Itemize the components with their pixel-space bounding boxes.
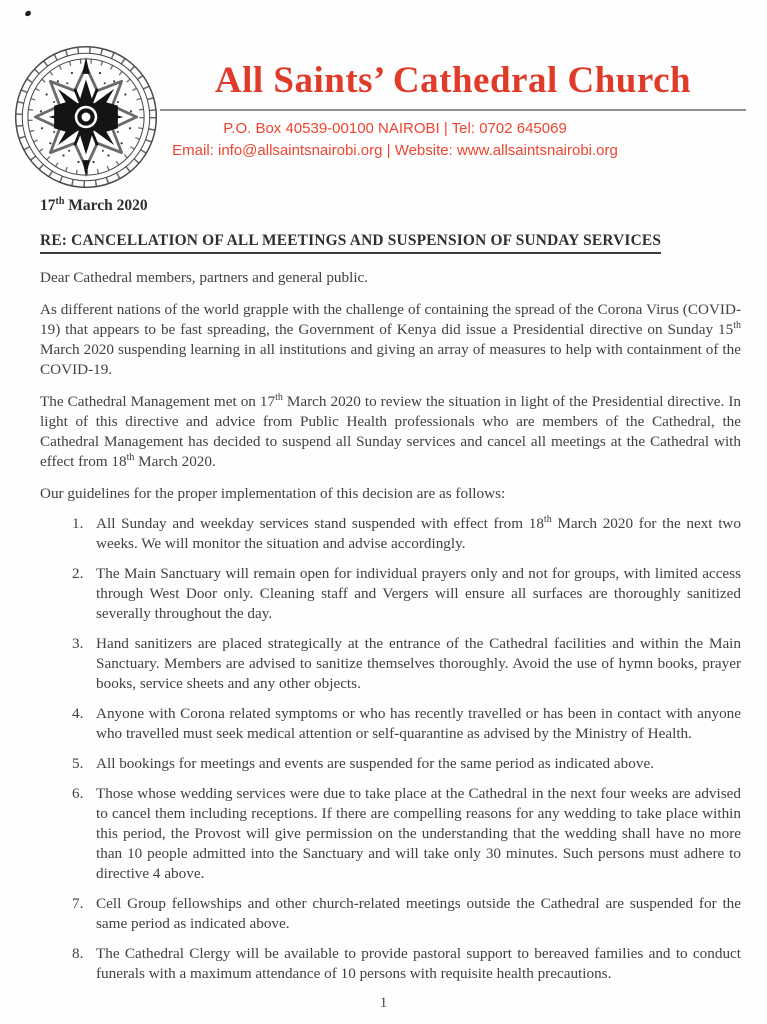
- guideline-number: 8.: [72, 945, 84, 962]
- cathedral-emblem-logo: [10, 42, 162, 192]
- guideline-item: [40, 944, 741, 984]
- guideline-text: Cell Group fellowships and other church-related meetings outside the Cathedral are suspended for the same period as indicated above.: [96, 895, 741, 932]
- guideline-number: 2.: [72, 565, 84, 582]
- contact-line-address-tel: P.O. Box 40539-00100 NAIROBI | Tel: 0702 645069: [223, 120, 567, 137]
- contact-line-email-website: Email: info@allsaintsnairobi.org | Website: www.allsaintsnairobi.org: [172, 142, 618, 159]
- letter-body: [40, 196, 741, 994]
- ink-speck: [24, 10, 31, 17]
- guideline-item: [40, 514, 741, 554]
- subject-line: RE: CANCELLATION OF ALL MEETINGS AND SUSPENSION OF SUNDAY SERVICES: [40, 231, 661, 254]
- guideline-item: [40, 894, 741, 934]
- guidelines-intro: Our guidelines for the proper implementation of this decision are as follows:: [40, 485, 506, 502]
- guideline-text: Hand sanitizers are placed strategically at the entrance of the Cathedral facilities and within the Main Sanctuary. Members are advised to sanitize themselves thoroughly. Avoid the use of hymn books, prayer books, service sheets and any other objects.: [96, 635, 741, 692]
- guideline-item: [40, 784, 741, 884]
- guideline-text: Those whose wedding services were due to take place at the Cathedral in the next four weeks are advised to cancel them including receptions. If there are compelling reasons for any wedding to take place within this period, the Provost will give permission on the understanding that the wedding shall have no more than 10 people admitted into the Sanctuary and will take only 30 minutes. Such persons must adhere to directive 4 above.: [96, 785, 741, 882]
- guideline-item: [40, 754, 741, 774]
- guideline-text: All bookings for meetings and events are suspended for the same period as indicated above.: [96, 755, 654, 772]
- emblem-finial-top: [82, 57, 90, 74]
- guideline-number: 3.: [72, 635, 84, 652]
- contact-block: [166, 118, 624, 162]
- guideline-item: [40, 704, 741, 744]
- letterhead: [160, 58, 746, 162]
- letter-date: 17th March 2020: [40, 195, 148, 214]
- guideline-item: [40, 634, 741, 694]
- guidelines-list: [40, 514, 741, 984]
- paragraph-1: As different nations of the world grapple with the challenge of containing the spread of the Corona Virus (COVID-19) that appears to be fast spreading, the Government of Kenya did issue a Presidential directive on Sunday 15th March 2020 suspending learning in all institutions and giving an array of measures to help with containment of the COVID-19.: [40, 301, 741, 378]
- guideline-item: [40, 564, 741, 624]
- guideline-text: The Cathedral Clergy will be available to provide pastoral support to bereaved families and to conduct funerals with a maximum attendance of 10 persons with requisite health precautions.: [96, 945, 741, 982]
- guideline-number: 5.: [72, 755, 84, 772]
- guideline-number: 1.: [72, 515, 84, 532]
- header-divider: [160, 109, 746, 111]
- guideline-number: 4.: [72, 705, 84, 722]
- emblem-finial-bottom: [82, 160, 90, 177]
- paragraph-2: The Cathedral Management met on 17th March 2020 to review the situation in light of the Presidential directive. In light of this directive and advice from Public Health professionals who are members of the Cathedral, the Cathedral Management has decided to suspend all Sunday services and cancel all meetings at the Cathedral with effect from 18th March 2020.: [40, 391, 741, 470]
- page-title: All Saints’ Cathedral Church: [214, 60, 692, 101]
- guideline-text: Anyone with Corona related symptoms or who has recently travelled or has been in contact with anyone who travelled must seek medical attention or self-quarantine as advised by the Ministry of Health.: [96, 705, 741, 742]
- guideline-number: 7.: [72, 895, 84, 912]
- page-number: 1: [379, 995, 388, 1011]
- guideline-text: All Sunday and weekday services stand suspended with effect from 18th March 2020 for the next two weeks. We will monitor the situation and advise accordingly.: [96, 513, 741, 552]
- salutation: Dear Cathedral members, partners and general public.: [40, 269, 369, 286]
- guideline-number: 6.: [72, 785, 84, 802]
- guideline-text: The Main Sanctuary will remain open for individual prayers only and not for groups, with limited access through West Door only. Cleaning staff and Vergers will ensure all surfaces are thoroughly sanitized severally throughout the day.: [96, 565, 741, 622]
